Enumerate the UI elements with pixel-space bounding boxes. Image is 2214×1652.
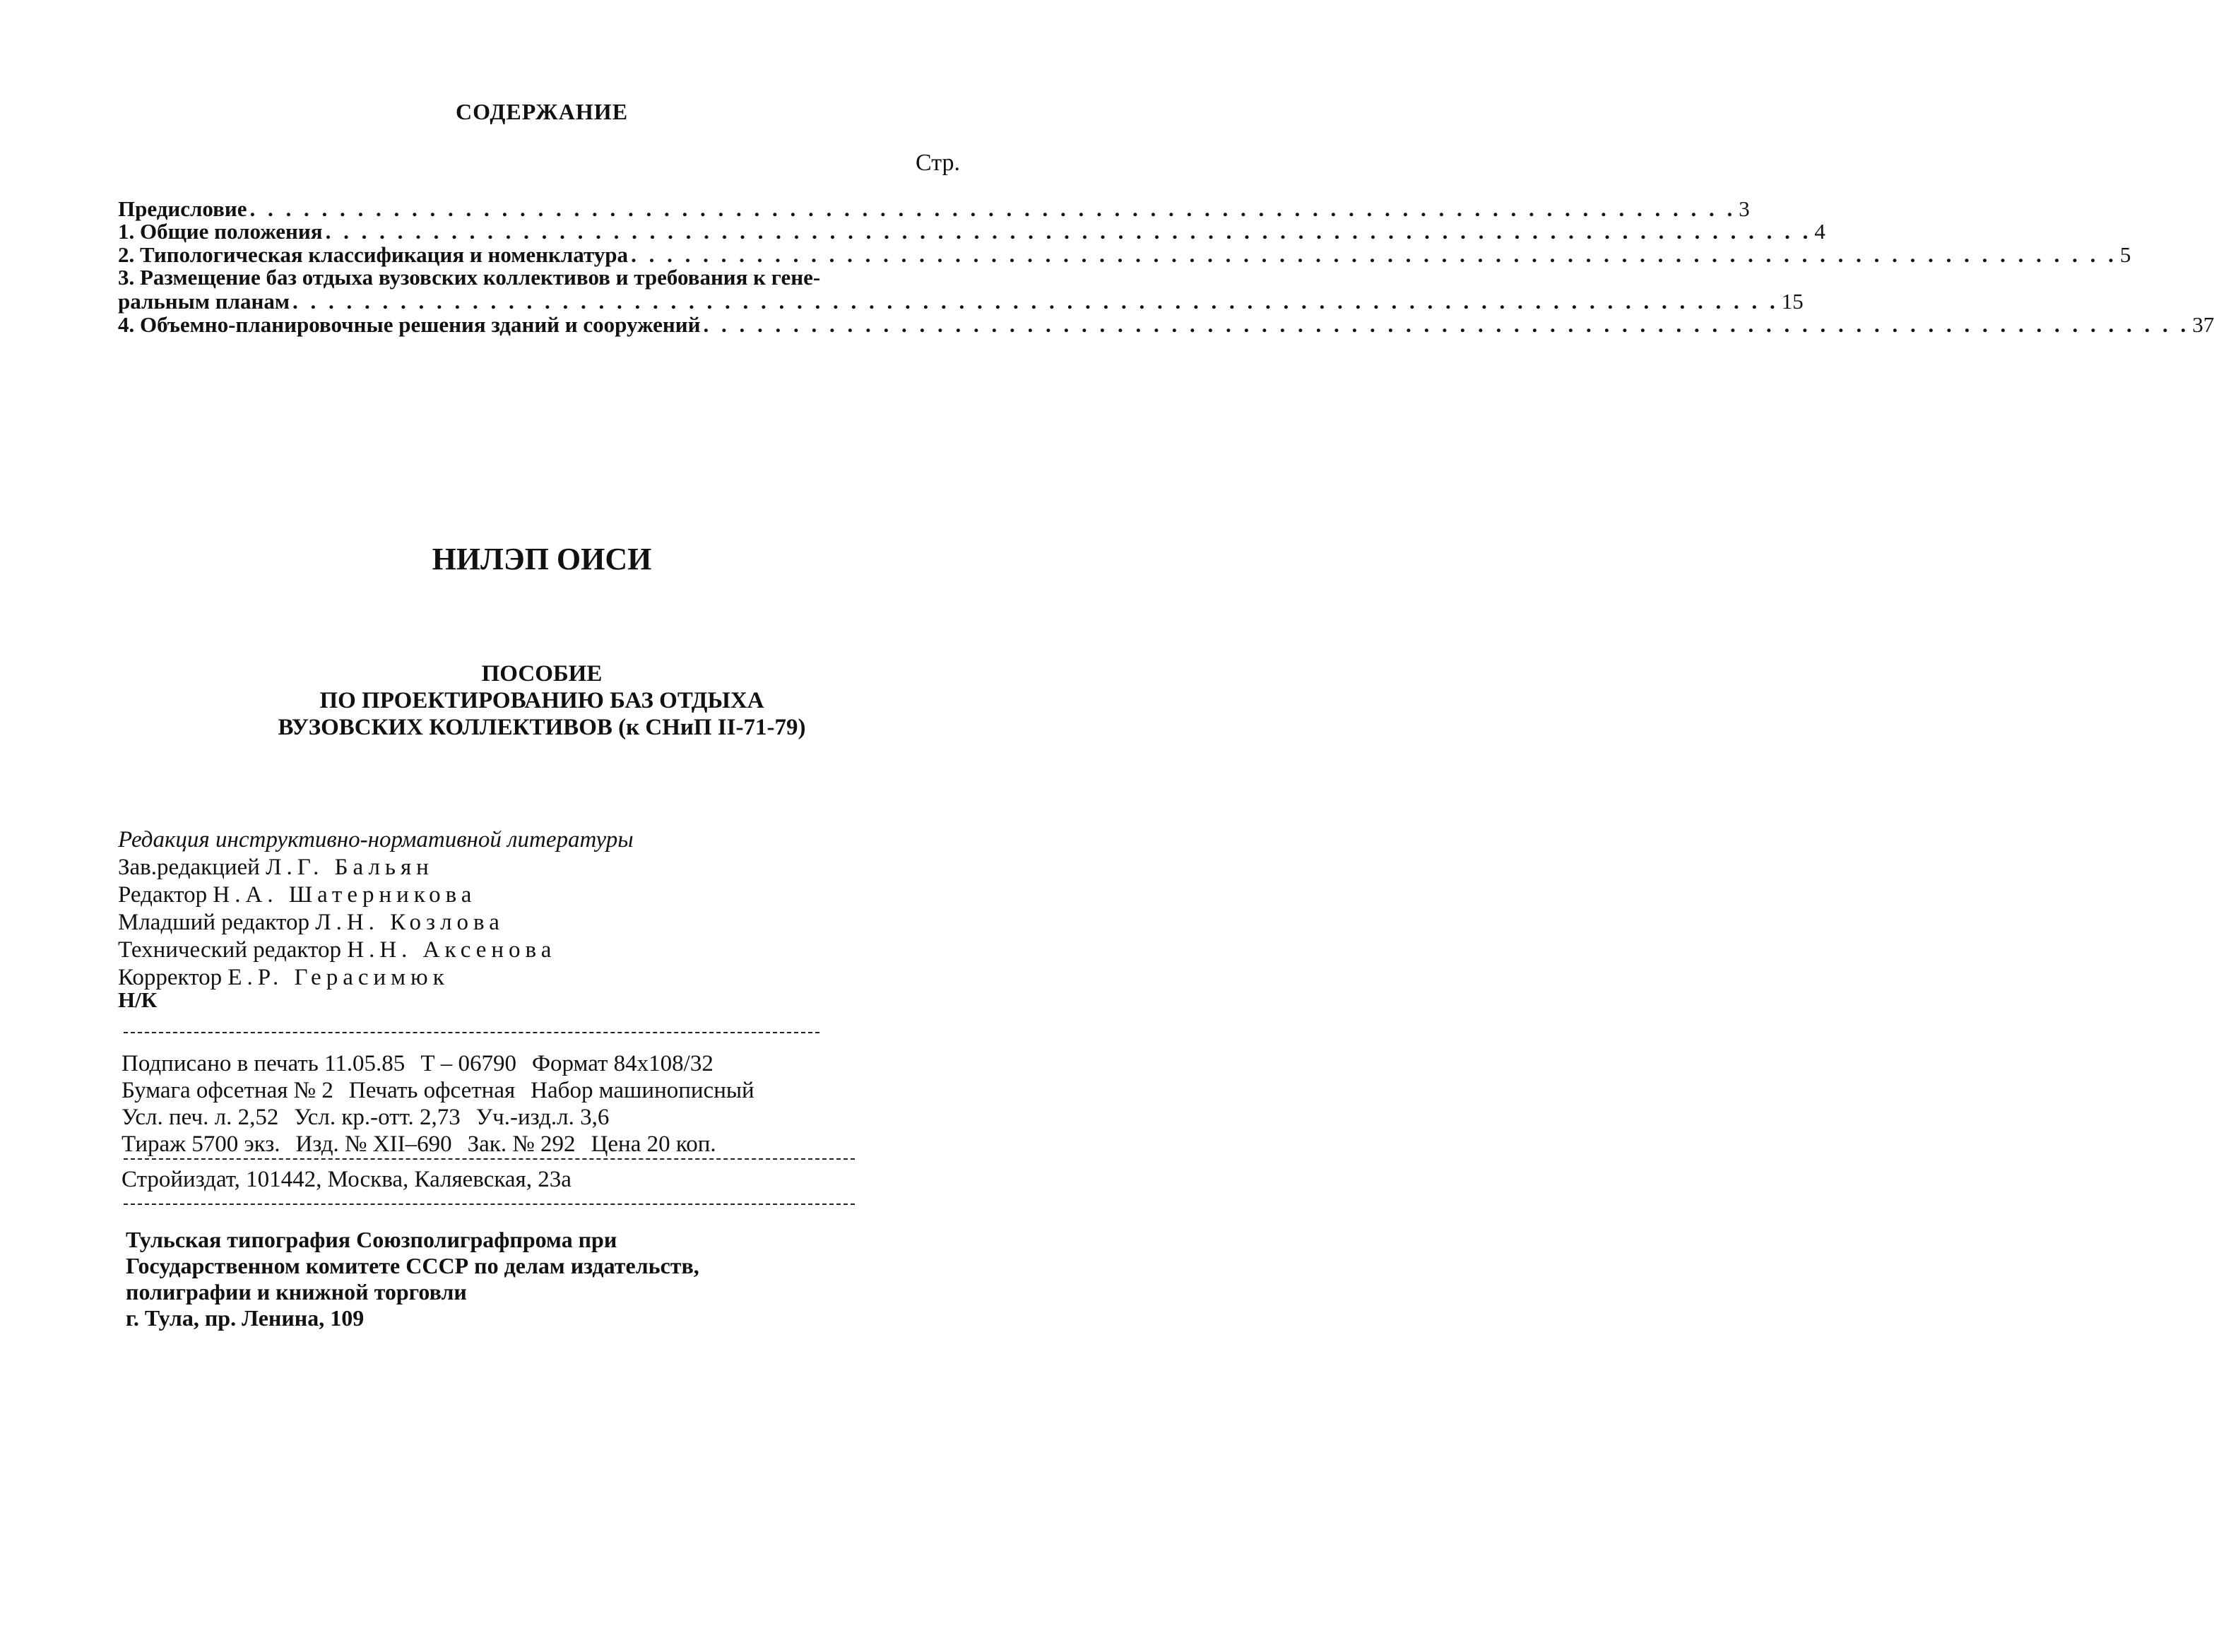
imprint-field: Изд. № XII–690 [295,1131,452,1157]
staff-role: Зав.редакцией [118,855,260,880]
book-title-line: ПОСОБИЕ [481,661,603,687]
staff-name: Л.Н. Козлова [315,910,504,935]
staff-name: Е.Р. Герасимюк [227,965,449,990]
staff-line [118,909,634,937]
imprint-block [122,1050,770,1158]
toc-item-label: 2. Типологическая классификация и номенклатура [118,242,629,267]
book-title [0,660,1084,741]
imprint-field: Бумага офсетная № 2 [122,1078,333,1103]
staff-name: Н.Н. Аксенова [347,937,557,963]
imprint-field: Формат 84x108/32 [531,1051,714,1076]
publisher-address: Стройиздат, 101442, Москва, Каляевская, 23а [122,1167,572,1192]
toc-title: СОДЕРЖАНИЕ [455,99,629,124]
staff-role: Редактор [118,882,208,908]
imprint-field: Т – 06790 [420,1051,516,1076]
staff-name: Л.Г. Бальян [266,855,434,880]
imprint-line [122,1104,770,1131]
toc-leader-dots: . . . . . . . . . . . . . . . . . . . . . . . . . . . . . . . . . . . . . . . . . . . . . . . . . . . . . . . . . . . . . . . . . . . . . . . . . . . . . . . . . . . [631,242,2117,267]
imprint-field: Уч.-изд.л. 3,6 [475,1105,610,1130]
imprint-field: Подписано в печать 11.05.85 [122,1051,405,1076]
book-title-line: ПО ПРОЕКТИРОВАНИЮ БАЗ ОТДЫХА [319,688,764,713]
staff-line [118,854,634,881]
toc-item-page: 3 [1739,196,1750,221]
imprint-field: Усл. кр.-отт. 2,73 [294,1105,461,1130]
catalog-code: Н/К [118,987,158,1012]
toc-item-label: Предисловие [118,196,247,221]
imprint-line [122,1131,770,1158]
divider [124,1032,819,1033]
staff-line [118,937,634,964]
staff-role: Младший редактор [118,910,309,935]
toc-item-label-line2: ральным планам [118,289,290,314]
toc-leader-dots: . . . . . . . . . . . . . . . . . . . . . . . . . . . . . . . . . . . . . . . . . . . . . . . . . . . . . . . . . . . . . . . . . . . . . . . . . . . . . . . . . . . [292,289,1779,314]
imprint-line [122,1077,770,1104]
toc-leader-dots: . . . . . . . . . . . . . . . . . . . . . . . . . . . . . . . . . . . . . . . . . . . . . . . . . . . . . . . . . . . . . . . . . . . . . . . . . . . . . . . . . . . [249,196,1736,221]
toc-leader-dots: . . . . . . . . . . . . . . . . . . . . . . . . . . . . . . . . . . . . . . . . . . . . . . . . . . . . . . . . . . . . . . . . . . . . . . . . . . . . . . . . . . . [703,312,2190,337]
divider [124,1204,855,1205]
toc-item[interactable] [118,219,1825,244]
toc-item-page: 37 [2192,312,2214,337]
toc-item-label: 1. Общие положения [118,219,323,244]
staff-role: Корректор [118,965,223,990]
staff-name: Н.А. Шатерникова [213,882,477,908]
toc-item[interactable] [118,196,1750,222]
imprint-field: Цена 20 коп. [591,1131,716,1157]
imprint-field: Зак. № 292 [467,1131,576,1157]
printer-line: Государственном комитете СССР по делам издательств, [126,1253,699,1278]
toc-item[interactable] [118,312,2214,338]
divider [124,1158,855,1160]
imprint-line [122,1050,770,1077]
printer-info [126,1227,699,1331]
editorial-department: Редакция инструктивно-нормативной литературы [118,827,634,852]
printer-line: г. Тула, пр. Ленина, 109 [126,1305,365,1331]
imprint-field: Усл. печ. л. 2,52 [122,1105,279,1130]
imprint-field: Тираж 5700 экз. [122,1131,280,1157]
toc-item[interactable] [118,289,1804,314]
editorial-credits [118,826,634,992]
printer-line: Тульская типография Союзполиграфпрома при [126,1227,617,1252]
organization-name: НИЛЭП ОИСИ [432,542,652,576]
toc-item-page: 5 [2119,242,2131,267]
staff-line [118,964,634,992]
printer-line: полиграфии и книжной торговли [126,1279,467,1305]
book-title-line: ВУЗОВСКИХ КОЛЛЕКТИВОВ (к СНиП II-71-79) [278,715,806,740]
toc-page-column-label: Стр. [916,150,961,176]
staff-line [118,881,634,909]
toc-item-label: 4. Объемно-планировочные решения зданий и сооружений [118,312,701,337]
toc-item-page: 15 [1781,289,1804,314]
toc-item[interactable] [118,242,2131,268]
toc-leader-dots: . . . . . . . . . . . . . . . . . . . . . . . . . . . . . . . . . . . . . . . . . . . . . . . . . . . . . . . . . . . . . . . . . . . . . . . . . . . . . . . . . . . [325,219,1812,244]
imprint-field: Набор машинописный [531,1078,754,1103]
toc-item-page: 4 [1814,219,1825,244]
toc-item-label-line1[interactable]: 3. Размещение баз отдыха вузовских коллективов и требования к гене- [118,265,821,290]
staff-role: Технический редактор [118,937,341,963]
imprint-field: Печать офсетная [348,1078,516,1103]
